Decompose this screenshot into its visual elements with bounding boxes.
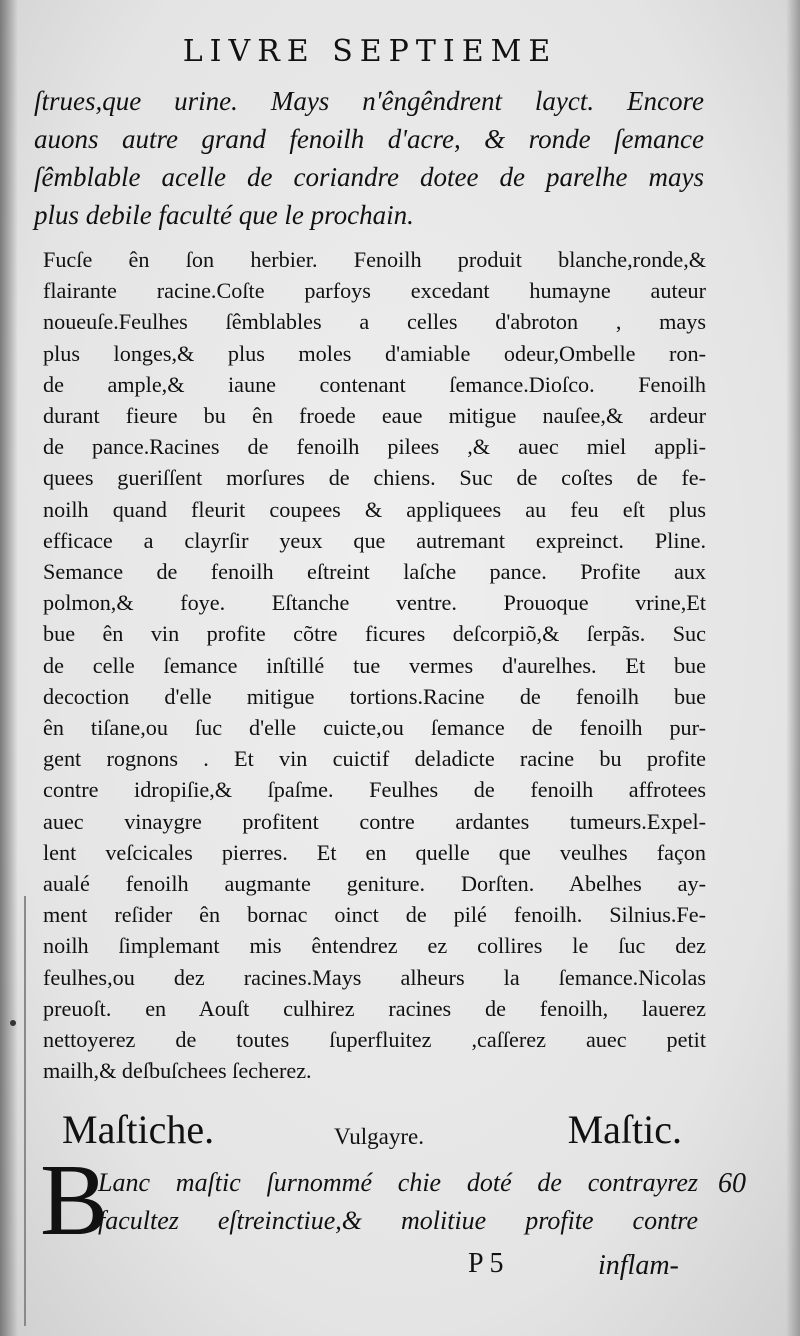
- text-line: Lanc maſtic ſurnommé chie doté de contrayrez: [98, 1168, 698, 1197]
- text-line: Fucſe ên ſon herbier. Fenoilh produit blanche,ronde,&: [43, 247, 706, 272]
- text-line: aualé fenoilh augmante geniture. Dorſten. Abelhes ay-: [43, 871, 706, 897]
- text-line: ſêmblable acelle de coriandre dotee de parelhe mays: [34, 162, 704, 192]
- margin-rule: [24, 896, 26, 1326]
- body-paragraph: [43, 244, 706, 1086]
- text-line: decoction d'elle mitigue tortions.Racine de fenoilh bue: [43, 683, 706, 709]
- text-line: auec vinaygre profitent contre ardantes tumeurs.Expel-: [43, 808, 706, 834]
- text-line: quees gueriſſent morſures de chiens. Suc de coſtes de fe-: [43, 465, 706, 491]
- text-line: contre idropiſie,& ſpaſme. Feulhes de fenoilh affrotees: [43, 777, 706, 803]
- text-line: facultez eſtreinctiue,& molitiue profite contre: [98, 1206, 698, 1235]
- text-line: nettoyerez de toutes ſuperfluitez ,caſſerez auec petit: [43, 1027, 706, 1053]
- margin-mark: [10, 1020, 16, 1026]
- signature-mark: P 5: [468, 1248, 504, 1279]
- section-heading: [62, 1106, 682, 1166]
- text-line: de pance.Racines de fenoilh pilees ,& auec miel appli-: [43, 434, 706, 460]
- text-line: auons autre grand fenoilh d'acre, & ronde ſemance: [34, 124, 704, 154]
- text-line: ſtrues,que urine. Mays n'êngêndrent layct. Encore: [34, 86, 704, 116]
- text-line: feulhes,ou dez racines.Mays alheurs la ſemance.Nicolas: [43, 964, 706, 990]
- text-line: de celle ſemance inſtillé tue vermes d'aurelhes. Et bue: [43, 652, 706, 678]
- text-line: de ample,& iaune contenant ſemance.Dioſco. Fenoilh: [43, 371, 706, 397]
- text-line: flairante racine.Coſte parfoys excedant humayne auteur: [43, 278, 706, 304]
- text-line: efficace a clayrſir yeux que autremant expreinct. Pline.: [43, 527, 706, 553]
- section-opening-text: [98, 1164, 698, 1240]
- folio-number: 60: [718, 1168, 746, 1199]
- italic-paragraph: [34, 82, 704, 234]
- text-line: noueuſe.Feulhes ſêmblables a celles d'abroton , mays: [43, 309, 706, 335]
- text-line: gent rognons . Et vin cuictif deladicte racine bu profite: [43, 746, 706, 772]
- text-line: preuoſt. en Aouſt culhirez racines de fenoilh, lauerez: [43, 995, 706, 1021]
- running-head: LIVRE SEPTIEME: [182, 34, 558, 69]
- text-line: noilh quand fleurit coupees & appliquees au feu eſt plus: [43, 496, 706, 522]
- text-line: bue ên vin profite cõtre ficures deſcorpiõ,& ſerpãs. Suc: [43, 621, 706, 647]
- heading-vernacular-label: Vulgayre.: [334, 1124, 424, 1149]
- heading-french-name: Maſtic.: [567, 1107, 682, 1152]
- page-edge-shadow: [786, 0, 800, 1336]
- heading-latin-name: Maſtiche.: [62, 1107, 215, 1152]
- page-gutter-shadow: [0, 0, 18, 1336]
- text-line: ment reſider ên bornac oinct de pilé fenoilh. Silnius.Fe-: [43, 902, 706, 928]
- text-line: lent veſcicales pierres. Et en quelle que veulhes façon: [43, 839, 706, 865]
- text-line: plus longes,& plus moles d'amiable odeur,Ombelle ron-: [43, 340, 706, 366]
- text-line: Semance de fenoilh eſtreint laſche pance. Profite aux: [43, 559, 706, 585]
- text-line: mailh,& deſbuſchees ſecherez.: [43, 1058, 312, 1084]
- drop-cap: B: [40, 1144, 109, 1257]
- text-line: durant fieure bu ên froede eaue mitigue nauſee,& ardeur: [43, 403, 706, 429]
- text-line: ên tiſane,ou ſuc d'elle cuicte,ou ſemance de fenoilh pur-: [43, 715, 706, 741]
- text-line: polmon,& foye. Eſtanche ventre. Prouoque vrine,Et: [43, 590, 706, 616]
- text-line: noilh ſimplemant mis êntendrez ez collires le ſuc dez: [43, 933, 706, 959]
- catchword: inflam-: [598, 1250, 679, 1281]
- text-line: plus debile faculté que le prochain.: [34, 200, 414, 230]
